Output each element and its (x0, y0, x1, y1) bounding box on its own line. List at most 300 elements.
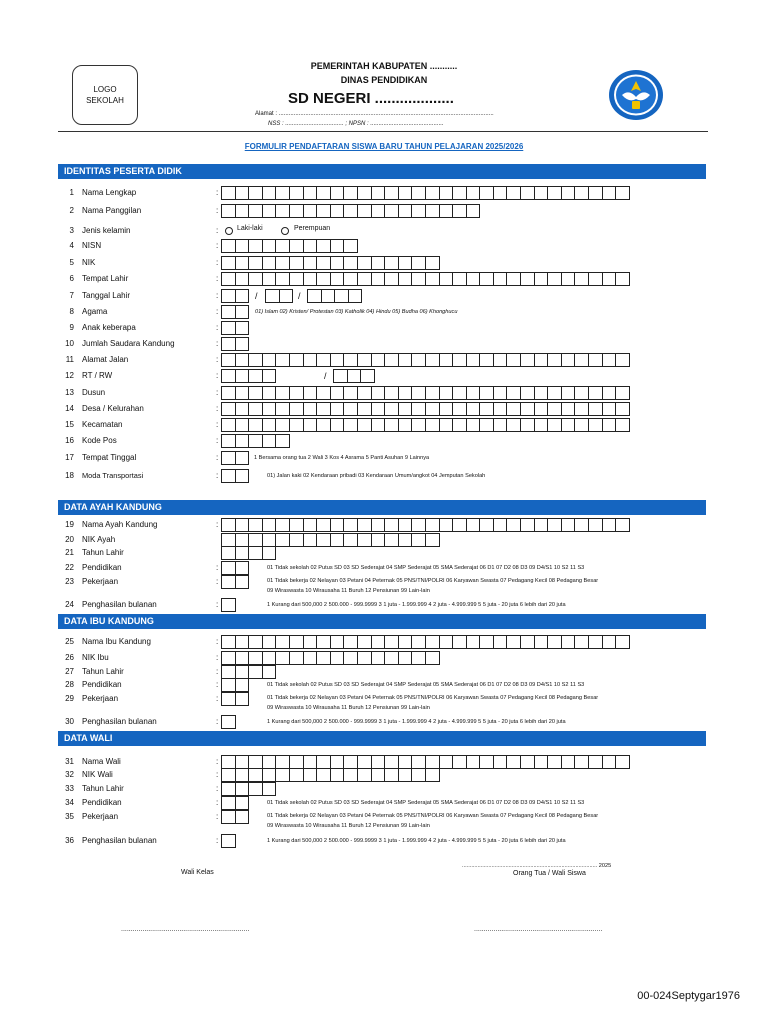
char-box[interactable] (371, 651, 386, 665)
char-box[interactable] (221, 186, 236, 200)
char-box[interactable] (343, 402, 358, 416)
char-boxes[interactable] (221, 635, 629, 649)
char-box[interactable] (574, 386, 589, 400)
char-box[interactable] (316, 755, 331, 769)
year-boxes[interactable] (307, 289, 361, 303)
char-box[interactable] (289, 635, 304, 649)
char-box[interactable] (493, 386, 508, 400)
char-box[interactable] (357, 768, 372, 782)
char-box[interactable] (248, 768, 263, 782)
char-box[interactable] (371, 256, 386, 270)
char-box[interactable] (384, 635, 399, 649)
char-box[interactable] (343, 518, 358, 532)
char-box[interactable] (262, 434, 277, 448)
char-box[interactable] (357, 418, 372, 432)
char-box[interactable] (398, 651, 413, 665)
char-box[interactable] (357, 256, 372, 270)
char-box[interactable] (411, 518, 426, 532)
char-box[interactable] (248, 635, 263, 649)
char-boxes[interactable] (221, 651, 439, 665)
char-box[interactable] (330, 518, 345, 532)
char-box[interactable] (235, 434, 250, 448)
char-box[interactable] (411, 353, 426, 367)
code-boxes[interactable] (221, 678, 248, 692)
char-box[interactable] (275, 272, 290, 286)
char-box[interactable] (235, 546, 250, 560)
char-box[interactable] (357, 533, 372, 547)
char-box[interactable] (221, 782, 236, 796)
char-box[interactable] (371, 768, 386, 782)
char-box[interactable] (547, 186, 562, 200)
char-box[interactable] (235, 755, 250, 769)
char-box[interactable] (316, 768, 331, 782)
char-box[interactable] (425, 418, 440, 432)
char-box[interactable] (574, 353, 589, 367)
char-box[interactable] (384, 204, 399, 218)
char-box[interactable] (479, 635, 494, 649)
char-box[interactable] (221, 386, 236, 400)
code-boxes[interactable] (221, 834, 235, 848)
char-box[interactable] (235, 256, 250, 270)
char-box[interactable] (398, 533, 413, 547)
char-box[interactable] (248, 239, 263, 253)
char-box[interactable] (235, 782, 250, 796)
char-box[interactable] (248, 546, 263, 560)
char-box[interactable] (452, 353, 467, 367)
char-box[interactable] (479, 518, 494, 532)
char-box[interactable] (452, 402, 467, 416)
char-box[interactable] (316, 635, 331, 649)
char-box[interactable] (520, 402, 535, 416)
char-box[interactable] (221, 796, 236, 810)
char-box[interactable] (275, 386, 290, 400)
char-box[interactable] (520, 272, 535, 286)
char-boxes[interactable] (221, 337, 248, 351)
char-box[interactable] (221, 692, 236, 706)
char-box[interactable] (588, 402, 603, 416)
char-box[interactable] (411, 635, 426, 649)
char-box[interactable] (357, 353, 372, 367)
char-box[interactable] (439, 353, 454, 367)
char-box[interactable] (371, 186, 386, 200)
char-box[interactable] (248, 353, 263, 367)
char-box[interactable] (330, 651, 345, 665)
char-boxes[interactable] (221, 768, 439, 782)
char-box[interactable] (588, 186, 603, 200)
char-box[interactable] (221, 204, 236, 218)
char-box[interactable] (384, 768, 399, 782)
char-box[interactable] (330, 635, 345, 649)
day-boxes[interactable] (221, 289, 248, 303)
char-box[interactable] (330, 418, 345, 432)
char-box[interactable] (411, 755, 426, 769)
char-box[interactable] (466, 186, 481, 200)
char-box[interactable] (561, 186, 576, 200)
char-box[interactable] (303, 768, 318, 782)
char-box[interactable] (520, 386, 535, 400)
char-box[interactable] (316, 353, 331, 367)
char-box[interactable] (466, 402, 481, 416)
char-box[interactable] (425, 272, 440, 286)
char-box[interactable] (221, 598, 236, 612)
char-box[interactable] (289, 533, 304, 547)
char-box[interactable] (262, 386, 277, 400)
char-box[interactable] (466, 353, 481, 367)
char-box[interactable] (547, 353, 562, 367)
char-box[interactable] (248, 256, 263, 270)
char-box[interactable] (520, 353, 535, 367)
char-box[interactable] (371, 386, 386, 400)
char-box[interactable] (452, 272, 467, 286)
char-box[interactable] (425, 651, 440, 665)
char-boxes[interactable] (221, 533, 439, 547)
char-box[interactable] (411, 256, 426, 270)
char-boxes[interactable] (221, 186, 629, 200)
char-box[interactable] (479, 353, 494, 367)
char-box[interactable] (574, 272, 589, 286)
char-box[interactable] (493, 353, 508, 367)
char-box[interactable] (262, 369, 277, 383)
char-box[interactable] (466, 386, 481, 400)
code-boxes[interactable] (221, 810, 248, 824)
char-box[interactable] (371, 635, 386, 649)
char-box[interactable] (561, 755, 576, 769)
char-box[interactable] (411, 204, 426, 218)
char-box[interactable] (493, 635, 508, 649)
char-box[interactable] (398, 755, 413, 769)
char-box[interactable] (398, 768, 413, 782)
char-box[interactable] (321, 289, 336, 303)
char-box[interactable] (452, 518, 467, 532)
code-boxes[interactable] (221, 598, 235, 612)
char-box[interactable] (279, 289, 294, 303)
char-box[interactable] (506, 635, 521, 649)
char-box[interactable] (316, 272, 331, 286)
char-box[interactable] (452, 755, 467, 769)
char-box[interactable] (330, 239, 345, 253)
char-box[interactable] (262, 768, 277, 782)
char-box[interactable] (262, 256, 277, 270)
char-box[interactable] (343, 418, 358, 432)
char-box[interactable] (452, 635, 467, 649)
char-box[interactable] (479, 402, 494, 416)
char-box[interactable] (235, 418, 250, 432)
char-box[interactable] (221, 321, 236, 335)
char-box[interactable] (466, 518, 481, 532)
char-box[interactable] (303, 518, 318, 532)
char-box[interactable] (289, 204, 304, 218)
char-box[interactable] (275, 533, 290, 547)
char-box[interactable] (221, 402, 236, 416)
char-box[interactable] (506, 755, 521, 769)
char-box[interactable] (307, 289, 322, 303)
char-box[interactable] (561, 272, 576, 286)
char-box[interactable] (425, 256, 440, 270)
char-box[interactable] (330, 353, 345, 367)
char-box[interactable] (561, 418, 576, 432)
char-box[interactable] (275, 402, 290, 416)
char-box[interactable] (466, 418, 481, 432)
char-box[interactable] (371, 204, 386, 218)
char-box[interactable] (384, 755, 399, 769)
char-box[interactable] (221, 635, 236, 649)
char-box[interactable] (520, 186, 535, 200)
char-box[interactable] (588, 353, 603, 367)
char-box[interactable] (235, 665, 250, 679)
char-box[interactable] (248, 418, 263, 432)
char-box[interactable] (235, 533, 250, 547)
char-box[interactable] (506, 518, 521, 532)
char-box[interactable] (221, 369, 236, 383)
char-box[interactable] (561, 402, 576, 416)
char-box[interactable] (262, 518, 277, 532)
char-box[interactable] (547, 386, 562, 400)
char-boxes[interactable] (221, 272, 629, 286)
char-box[interactable] (235, 186, 250, 200)
char-box[interactable] (547, 518, 562, 532)
char-box[interactable] (235, 289, 250, 303)
char-box[interactable] (506, 386, 521, 400)
char-box[interactable] (343, 533, 358, 547)
char-box[interactable] (221, 768, 236, 782)
char-box[interactable] (384, 651, 399, 665)
char-boxes[interactable] (221, 782, 275, 796)
char-box[interactable] (248, 533, 263, 547)
char-box[interactable] (275, 755, 290, 769)
char-boxes[interactable] (221, 418, 629, 432)
char-box[interactable] (493, 402, 508, 416)
char-box[interactable] (221, 418, 236, 432)
char-box[interactable] (235, 337, 250, 351)
char-box[interactable] (384, 533, 399, 547)
char-box[interactable] (330, 272, 345, 286)
char-box[interactable] (534, 353, 549, 367)
char-box[interactable] (316, 204, 331, 218)
char-box[interactable] (398, 256, 413, 270)
char-box[interactable] (466, 635, 481, 649)
char-box[interactable] (574, 186, 589, 200)
char-box[interactable] (411, 418, 426, 432)
char-box[interactable] (534, 518, 549, 532)
char-box[interactable] (221, 533, 236, 547)
char-box[interactable] (452, 204, 467, 218)
char-box[interactable] (343, 651, 358, 665)
char-box[interactable] (330, 256, 345, 270)
char-box[interactable] (330, 755, 345, 769)
char-box[interactable] (316, 402, 331, 416)
char-box[interactable] (479, 186, 494, 200)
char-boxes[interactable] (221, 434, 289, 448)
char-box[interactable] (262, 533, 277, 547)
char-box[interactable] (235, 305, 250, 319)
char-box[interactable] (357, 518, 372, 532)
char-box[interactable] (343, 755, 358, 769)
char-box[interactable] (235, 518, 250, 532)
char-box[interactable] (221, 561, 236, 575)
char-box[interactable] (574, 755, 589, 769)
char-box[interactable] (452, 418, 467, 432)
char-box[interactable] (371, 418, 386, 432)
char-box[interactable] (289, 239, 304, 253)
char-box[interactable] (371, 755, 386, 769)
char-box[interactable] (303, 402, 318, 416)
char-box[interactable] (615, 635, 630, 649)
char-box[interactable] (275, 518, 290, 532)
char-box[interactable] (602, 186, 617, 200)
char-boxes[interactable] (221, 665, 275, 679)
char-box[interactable] (588, 418, 603, 432)
char-box[interactable] (248, 755, 263, 769)
char-box[interactable] (235, 239, 250, 253)
char-box[interactable] (371, 518, 386, 532)
char-box[interactable] (615, 518, 630, 532)
char-box[interactable] (425, 518, 440, 532)
char-box[interactable] (439, 518, 454, 532)
char-box[interactable] (534, 755, 549, 769)
char-box[interactable] (602, 353, 617, 367)
char-box[interactable] (303, 651, 318, 665)
radio-perempuan[interactable] (281, 227, 289, 235)
char-box[interactable] (289, 402, 304, 416)
char-box[interactable] (316, 186, 331, 200)
char-box[interactable] (520, 418, 535, 432)
char-boxes[interactable] (221, 402, 629, 416)
char-box[interactable] (275, 186, 290, 200)
char-box[interactable] (265, 289, 280, 303)
char-box[interactable] (235, 402, 250, 416)
char-box[interactable] (588, 272, 603, 286)
char-box[interactable] (235, 469, 250, 483)
char-box[interactable] (221, 451, 236, 465)
char-box[interactable] (235, 810, 250, 824)
char-box[interactable] (534, 272, 549, 286)
char-box[interactable] (303, 239, 318, 253)
char-box[interactable] (262, 186, 277, 200)
char-box[interactable] (357, 204, 372, 218)
char-box[interactable] (235, 575, 250, 589)
char-box[interactable] (275, 353, 290, 367)
char-box[interactable] (235, 451, 250, 465)
char-box[interactable] (235, 678, 250, 692)
char-box[interactable] (493, 755, 508, 769)
char-boxes[interactable] (221, 353, 629, 367)
char-box[interactable] (411, 272, 426, 286)
char-box[interactable] (333, 369, 348, 383)
code-boxes[interactable] (221, 469, 248, 483)
char-box[interactable] (357, 635, 372, 649)
char-box[interactable] (316, 239, 331, 253)
char-box[interactable] (561, 518, 576, 532)
char-box[interactable] (588, 755, 603, 769)
char-box[interactable] (248, 651, 263, 665)
char-box[interactable] (520, 755, 535, 769)
char-box[interactable] (221, 289, 236, 303)
char-box[interactable] (357, 402, 372, 416)
char-box[interactable] (357, 186, 372, 200)
char-box[interactable] (262, 204, 277, 218)
char-box[interactable] (248, 186, 263, 200)
char-box[interactable] (534, 386, 549, 400)
char-box[interactable] (439, 272, 454, 286)
char-box[interactable] (520, 635, 535, 649)
char-box[interactable] (439, 186, 454, 200)
char-box[interactable] (343, 353, 358, 367)
char-box[interactable] (221, 305, 236, 319)
char-box[interactable] (248, 369, 263, 383)
char-box[interactable] (303, 186, 318, 200)
char-box[interactable] (248, 272, 263, 286)
char-box[interactable] (330, 386, 345, 400)
char-box[interactable] (248, 434, 263, 448)
char-box[interactable] (602, 518, 617, 532)
char-box[interactable] (411, 651, 426, 665)
char-box[interactable] (561, 386, 576, 400)
char-box[interactable] (235, 692, 250, 706)
char-box[interactable] (615, 186, 630, 200)
char-box[interactable] (534, 418, 549, 432)
char-box[interactable] (289, 768, 304, 782)
char-box[interactable] (588, 635, 603, 649)
char-box[interactable] (221, 834, 236, 848)
char-box[interactable] (343, 204, 358, 218)
char-box[interactable] (574, 518, 589, 532)
char-box[interactable] (289, 418, 304, 432)
char-box[interactable] (506, 418, 521, 432)
char-box[interactable] (479, 755, 494, 769)
char-box[interactable] (334, 289, 349, 303)
char-box[interactable] (371, 533, 386, 547)
char-box[interactable] (384, 186, 399, 200)
char-box[interactable] (275, 204, 290, 218)
char-box[interactable] (221, 810, 236, 824)
char-box[interactable] (384, 518, 399, 532)
char-box[interactable] (452, 386, 467, 400)
char-box[interactable] (248, 402, 263, 416)
char-box[interactable] (574, 635, 589, 649)
char-box[interactable] (316, 651, 331, 665)
char-box[interactable] (289, 651, 304, 665)
code-boxes[interactable] (221, 692, 248, 706)
char-box[interactable] (343, 386, 358, 400)
rt-boxes[interactable] (221, 369, 275, 383)
char-boxes[interactable] (221, 204, 479, 218)
char-box[interactable] (235, 321, 250, 335)
char-box[interactable] (615, 402, 630, 416)
char-box[interactable] (221, 353, 236, 367)
char-box[interactable] (398, 418, 413, 432)
char-box[interactable] (330, 402, 345, 416)
char-box[interactable] (235, 369, 250, 383)
char-box[interactable] (547, 635, 562, 649)
char-box[interactable] (439, 418, 454, 432)
char-box[interactable] (303, 204, 318, 218)
char-box[interactable] (343, 256, 358, 270)
char-box[interactable] (615, 272, 630, 286)
char-box[interactable] (425, 533, 440, 547)
char-box[interactable] (602, 386, 617, 400)
char-box[interactable] (221, 434, 236, 448)
char-box[interactable] (398, 518, 413, 532)
char-box[interactable] (330, 204, 345, 218)
char-box[interactable] (561, 353, 576, 367)
char-box[interactable] (343, 272, 358, 286)
char-box[interactable] (425, 186, 440, 200)
char-box[interactable] (602, 418, 617, 432)
char-box[interactable] (235, 635, 250, 649)
char-box[interactable] (289, 755, 304, 769)
char-box[interactable] (466, 204, 481, 218)
radio-laki-laki[interactable] (225, 227, 233, 235)
